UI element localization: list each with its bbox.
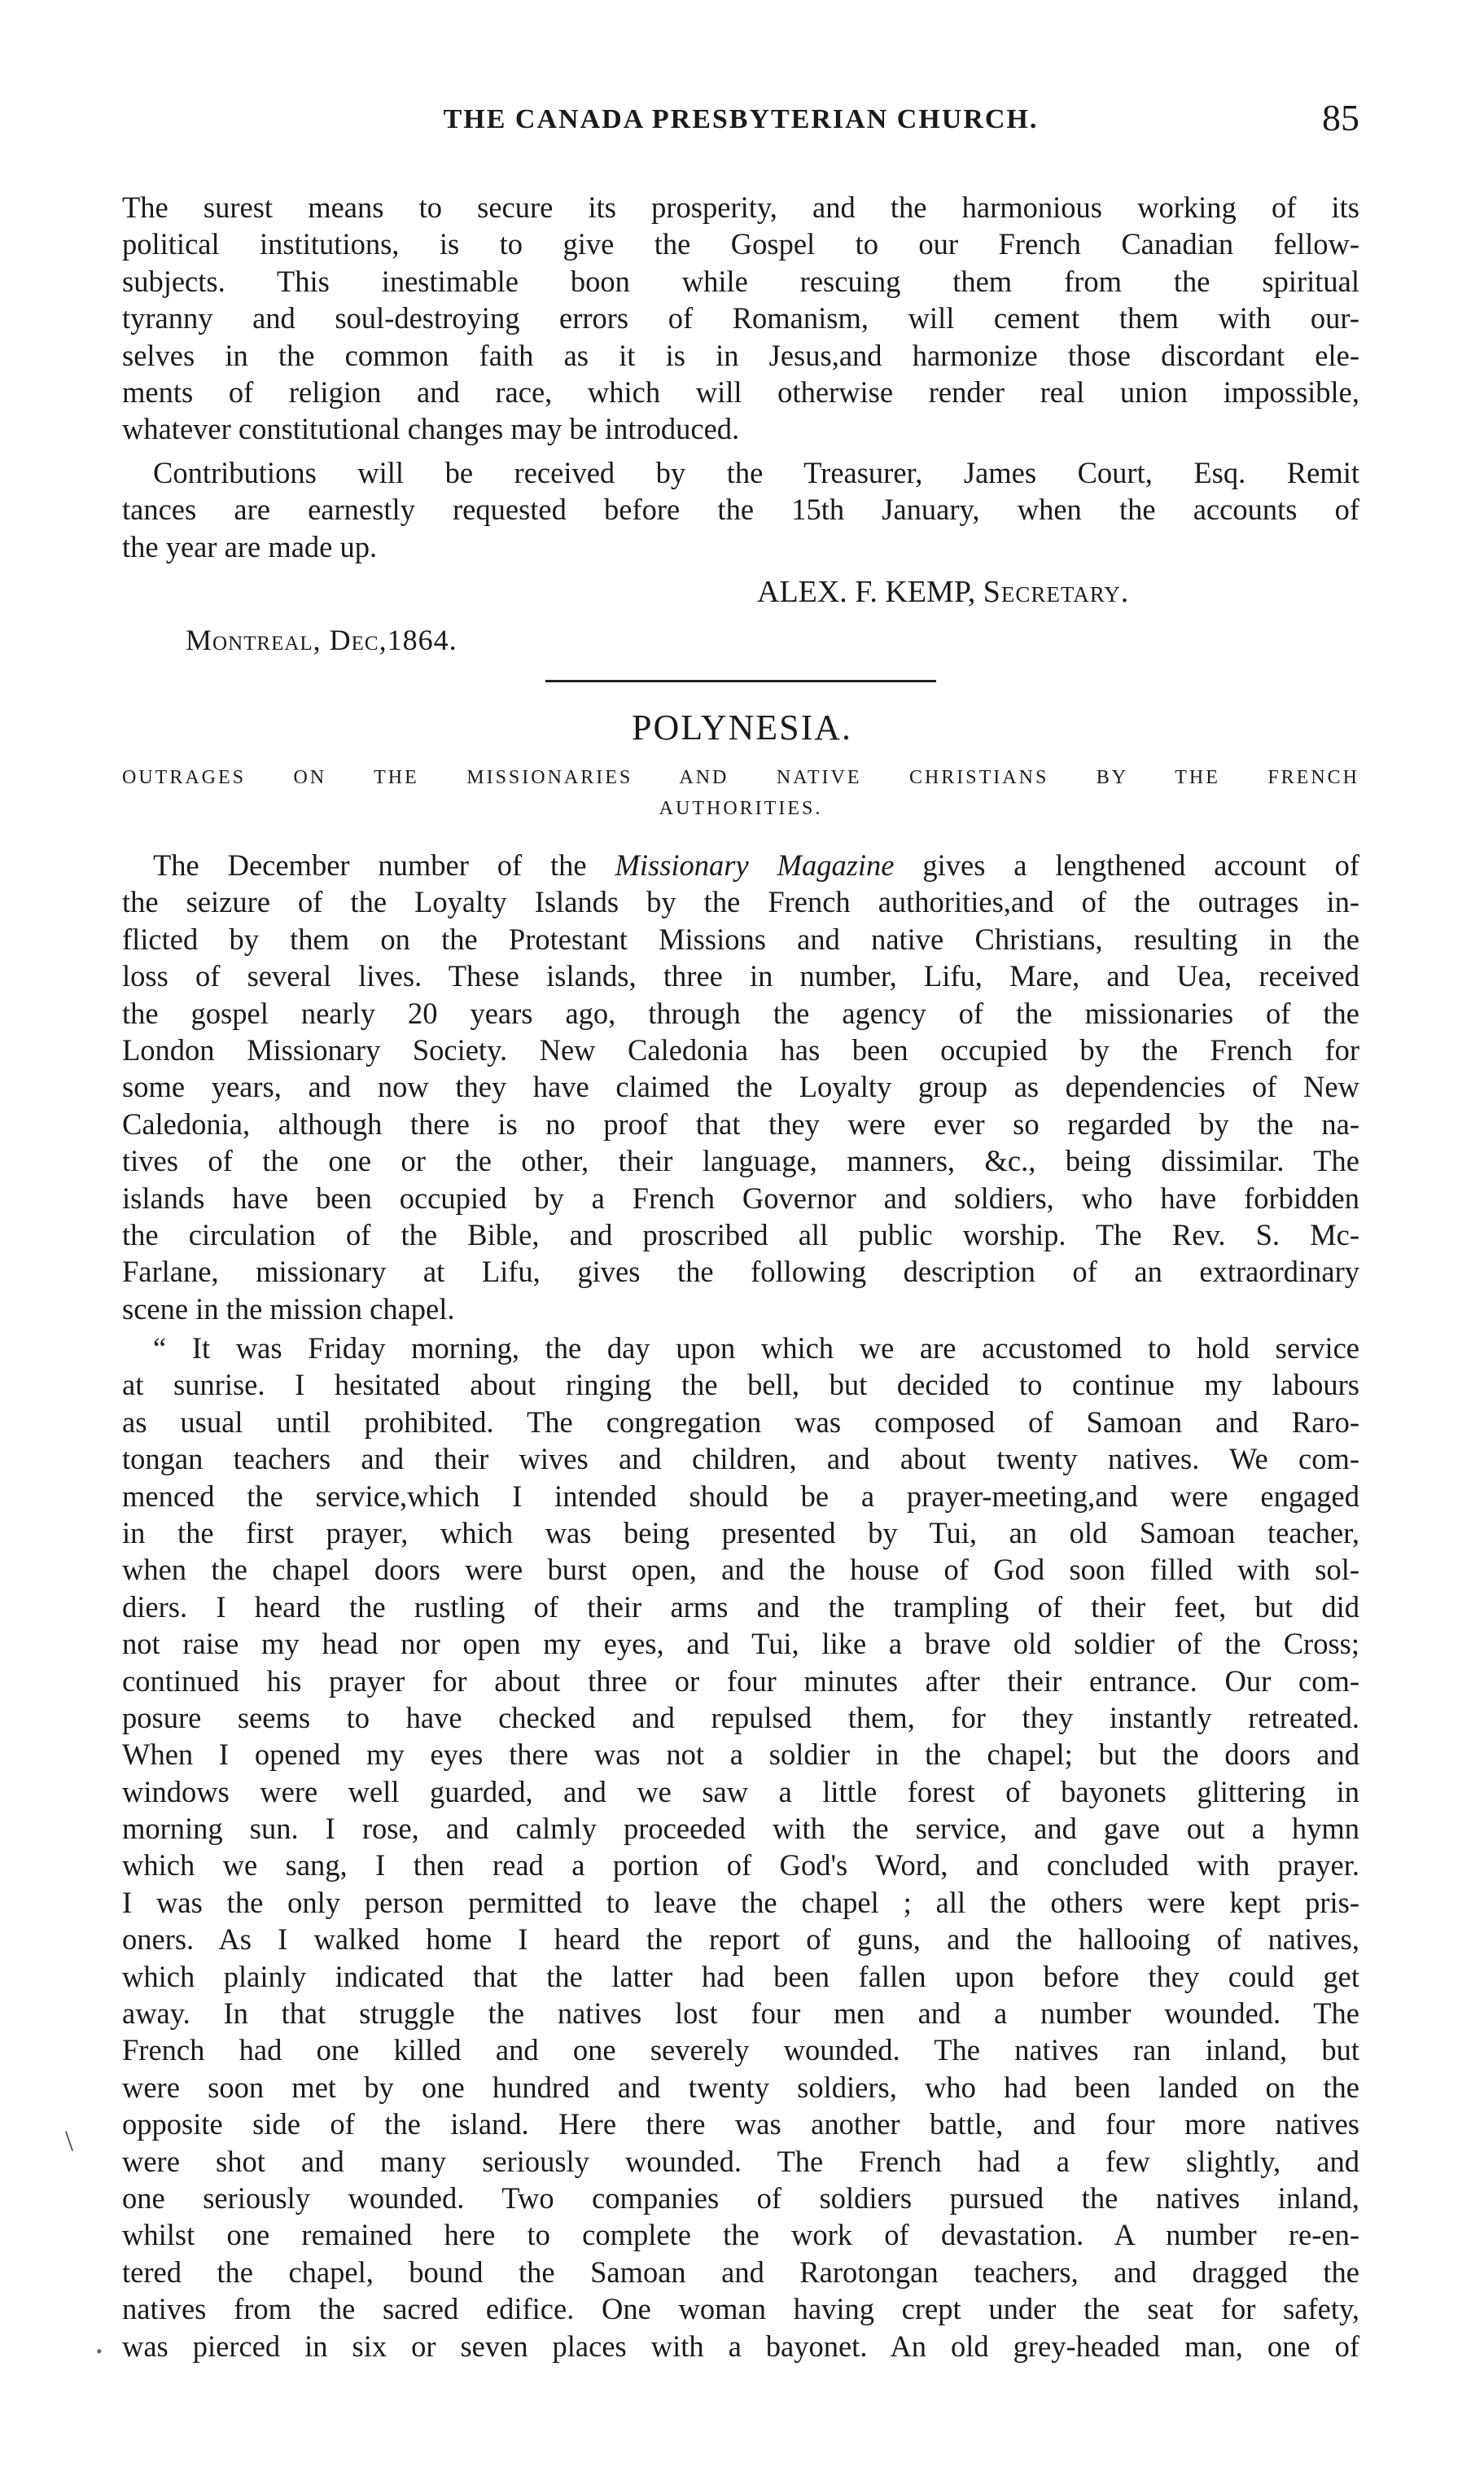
page-header	[122, 97, 1359, 153]
text-line: selves in the common faith as it is in Jesus,and harmonize those discordant ele-	[122, 338, 1359, 372]
contributions-paragraph	[122, 454, 1359, 565]
text-line: whilst one remained here to complete the work of devastation. A number re-en-	[122, 2218, 1359, 2252]
text-line: continued his prayer for about three or four minutes after their entrance. Our com-	[122, 1663, 1359, 1698]
text-line: which plainly indicated that the latter had been fallen upon before they could get	[122, 1959, 1359, 1993]
text-line: the circulation of the Bible, and proscribed all public worship. The Rev. S. Mc-	[122, 1217, 1359, 1251]
section-title: POLYNESIA.	[631, 708, 853, 747]
section-divider	[545, 680, 936, 682]
text-line: the gospel nearly 20 years ago, through the agency of the missionaries of the	[122, 996, 1359, 1030]
text-line: natives from the sacred edifice. One woman having crept under the seat for safety,	[122, 2292, 1359, 2326]
text-line: tyranny and soul-destroying errors of Romanism, will cement them with our-	[122, 301, 1359, 335]
subtitle-line: OUTRAGES ON THE MISSIONARIES AND NATIVE CHRISTIANS BY THE FRENCH	[122, 767, 1359, 788]
text-line: tances are earnestly requested before the 15th January, when the accounts of	[122, 493, 1359, 527]
text-line: was pierced in six or seven places with a bayonet. An old grey-headed man, one of	[122, 2329, 1359, 2363]
margin-mark: \	[65, 2124, 74, 2157]
subtitle-line: AUTHORITIES.	[659, 798, 823, 819]
page-number: 85	[1322, 97, 1359, 138]
line-prefix: The December number of the	[153, 848, 615, 882]
text-line: were shot and many seriously wounded. The French had a few slightly, and	[122, 2144, 1359, 2178]
text-line: some years, and now they have claimed the Loyalty group as dependencies of New	[122, 1070, 1359, 1104]
running-title: THE CANADA PRESBYTERIAN CHURCH.	[443, 104, 1039, 134]
text-line: which we sang, I then read a portion of God's Word, and concluded with prayer.	[122, 1848, 1359, 1882]
signature	[757, 574, 1129, 610]
text-line: political institutions, is to give the Gospel to our French Canadian fellow-	[122, 227, 1359, 261]
text-line: whatever constitutional changes may be introduced.	[122, 412, 740, 446]
text-line: the year are made up.	[122, 529, 378, 563]
text-line: Farlane, missionary at Lifu, gives the following description of an extraordinary	[122, 1255, 1359, 1289]
text-line: flicted by them on the Protestant Missions and native Christians, resulting in the	[122, 922, 1359, 956]
text-line: tered the chapel, bound the Samoan and Rarotongan teachers, and dragged the	[122, 2255, 1359, 2289]
intro-paragraph	[122, 189, 1359, 448]
text-line: one seriously wounded. Two companies of soldiers pursued the natives inland,	[122, 2180, 1359, 2215]
text-line: scene in the mission chapel.	[122, 1291, 455, 1326]
margin-dot-mark: •	[96, 2341, 103, 2361]
text-line: London Missionary Society. New Caledonia has been occupied by the French for	[122, 1032, 1359, 1067]
text-line: The surest means to secure its prosperity, and the harmonious working of its	[122, 191, 1359, 224]
text-line: windows were well guarded, and we saw a little forest of bayonets glittering in	[122, 1774, 1359, 1808]
section-subtitle	[122, 762, 1359, 824]
text-line: the seizure of the Loyalty Islands by the French authorities,and of the outrages in-	[122, 885, 1359, 919]
text-line: I was the only person permitted to leave the chapel ; all the others were kept pris-	[122, 1885, 1359, 1919]
dateline: Montreal, Dec,1864.	[186, 624, 457, 656]
text-line: opposite side of the island. Here there was another battle, and four more natives	[122, 2107, 1359, 2141]
text-line: away. In that struggle the natives lost four men and a number wounded. The	[122, 1996, 1359, 2031]
polynesia-paragraph	[122, 847, 1359, 1327]
text-line: tongan teachers and their wives and children, and about twenty natives. We com-	[122, 1442, 1359, 1476]
text-line: Caledonia, although there is no proof that they were ever so regarded by the na-	[122, 1107, 1359, 1141]
text-line: When I opened my eyes there was not a soldier in the chapel; but the doors and	[122, 1738, 1359, 1772]
line-suffix: gives a lengthened account of	[894, 848, 1359, 882]
text-line: posure seems to have checked and repulsed them, for they instantly retreated.	[122, 1700, 1359, 1734]
text-line: oners. As I walked home I heard the report of guns, and the hallooing of natives,	[122, 1922, 1359, 1957]
quoted-letter	[122, 1330, 1359, 2364]
text-line: in the first prayer, which was being presented by Tui, an old Samoan teacher,	[122, 1515, 1359, 1549]
text-line: were soon met by one hundred and twenty soldiers, who had been landed on the	[122, 2070, 1359, 2104]
text-line: as usual until prohibited. The congregation was composed of Samoan and Raro-	[122, 1405, 1359, 1439]
text-line: ments of religion and race, which will otherwise render real union impossible,	[122, 375, 1359, 409]
text-line: islands have been occupied by a French Governor and soldiers, who have forbidden	[122, 1181, 1359, 1215]
text-line: at sunrise. I hesitated about ringing the bell, but decided to continue my labours	[122, 1368, 1359, 1402]
text-line: menced the service,which I intended should be a prayer-meeting,and were engaged	[122, 1479, 1359, 1513]
magazine-title: Missionary Magazine	[615, 848, 895, 882]
text-line: diers. I heard the rustling of their arms and the trampling of their feet, but did	[122, 1589, 1359, 1624]
text-line: French had one killed and one severely wounded. The natives ran inland, but	[122, 2033, 1359, 2067]
text-line: when the chapel doors were burst open, and the house of God soon filled with sol-	[122, 1553, 1359, 1587]
signature-role: Secretary.	[983, 575, 1130, 609]
text-line: tives of the one or the other, their language, manners, &c., being dissimilar. The	[122, 1144, 1359, 1178]
text-line	[122, 847, 1359, 883]
text-line: subjects. This inestimable boon while rescuing them from the spiritual	[122, 264, 1359, 298]
text-line: Contributions will be received by the Treasurer, James Court, Esq. Remit	[153, 456, 1359, 489]
text-line: morning sun. I rose, and calmly proceeded with the service, and gave out a hymn	[122, 1812, 1359, 1846]
text-line: “ It was Friday morning, the day upon which we are accustomed to hold service	[153, 1331, 1359, 1365]
text-line: not raise my head nor open my eyes, and Tui, like a brave old soldier of the Cross;	[122, 1627, 1359, 1661]
text-line: loss of several lives. These islands, three in number, Lifu, Mare, and Uea, received	[122, 959, 1359, 993]
signature-name: ALEX. F. KEMP,	[757, 575, 976, 609]
